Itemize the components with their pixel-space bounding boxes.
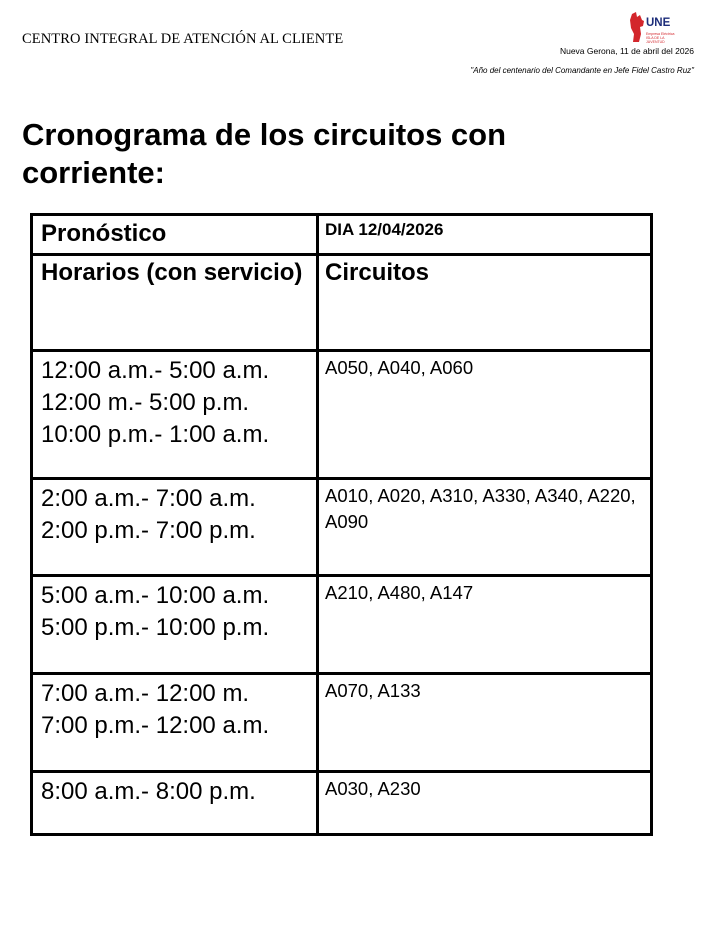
table-row bbox=[32, 576, 652, 674]
circuit-list: A210, A480, A147 bbox=[325, 582, 474, 603]
circuit-list: A030, A230 bbox=[325, 778, 421, 799]
times-cell bbox=[32, 351, 318, 479]
circuits-cell bbox=[318, 479, 652, 576]
time-range: 8:00 a.m.- 8:00 p.m. bbox=[41, 778, 256, 805]
logo-tagline: Empresa Eléctrica ISLA DE LA JUVENTUD bbox=[646, 32, 675, 44]
schedules-header-cell bbox=[32, 255, 318, 351]
forecast-day-cell bbox=[318, 215, 652, 255]
logo-text: UNE bbox=[646, 17, 671, 29]
schedules-header: Horarios (con servicio) bbox=[41, 259, 303, 286]
time-range: 10:00 p.m.- 1:00 a.m. bbox=[41, 421, 270, 448]
raised-fist-icon bbox=[629, 12, 645, 42]
circuits-cell bbox=[318, 674, 652, 772]
time-range: 5:00 a.m.- 10:00 a.m. bbox=[41, 582, 270, 609]
circuits-cell bbox=[318, 576, 652, 674]
circuits-header: Circuitos bbox=[325, 259, 430, 286]
circuits-header-cell bbox=[318, 255, 652, 351]
forecast-label-cell bbox=[32, 215, 318, 255]
location-date: Nueva Gerona, 11 de abril del 2026 bbox=[559, 46, 694, 56]
time-range: 2:00 p.m.- 7:00 p.m. bbox=[41, 517, 256, 544]
times-cell bbox=[32, 479, 318, 576]
table-row bbox=[32, 772, 652, 835]
page-title: Cronograma de los circuitos con corriente: bbox=[22, 117, 507, 190]
circuit-list: A050, A040, A060 bbox=[325, 357, 474, 378]
times-cell bbox=[32, 674, 318, 772]
forecast-label: Pronóstico bbox=[41, 220, 167, 247]
table-row bbox=[32, 351, 652, 479]
year-motto: "Año del centenario del Comandante en Jefe Fidel Castro Ruz" bbox=[470, 66, 694, 75]
column-header-row bbox=[32, 255, 652, 351]
schedule-table bbox=[30, 213, 653, 836]
organization-name: CENTRO INTEGRAL DE ATENCIÓN AL CLIENTE bbox=[22, 31, 344, 47]
forecast-row bbox=[32, 215, 652, 255]
times-cell bbox=[32, 576, 318, 674]
time-range: 7:00 p.m.- 12:00 a.m. bbox=[41, 712, 270, 739]
circuit-list: A010, A020, A310, A330, A340, A220, A090 bbox=[325, 485, 636, 532]
table-row bbox=[32, 674, 652, 772]
time-range: 2:00 a.m.- 7:00 a.m. bbox=[41, 485, 256, 512]
forecast-day: DIA 12/04/2026 bbox=[325, 220, 444, 239]
time-range: 7:00 a.m.- 12:00 m. bbox=[41, 680, 250, 707]
circuits-cell bbox=[318, 351, 652, 479]
time-range: 12:00 m.- 5:00 p.m. bbox=[41, 389, 250, 416]
time-range: 5:00 p.m.- 10:00 p.m. bbox=[41, 614, 270, 641]
circuit-list: A070, A133 bbox=[325, 680, 421, 701]
une-logo bbox=[629, 12, 685, 48]
times-cell bbox=[32, 772, 318, 835]
time-range: 12:00 a.m.- 5:00 a.m. bbox=[41, 357, 270, 384]
table-row bbox=[32, 479, 652, 576]
circuits-cell bbox=[318, 772, 652, 835]
